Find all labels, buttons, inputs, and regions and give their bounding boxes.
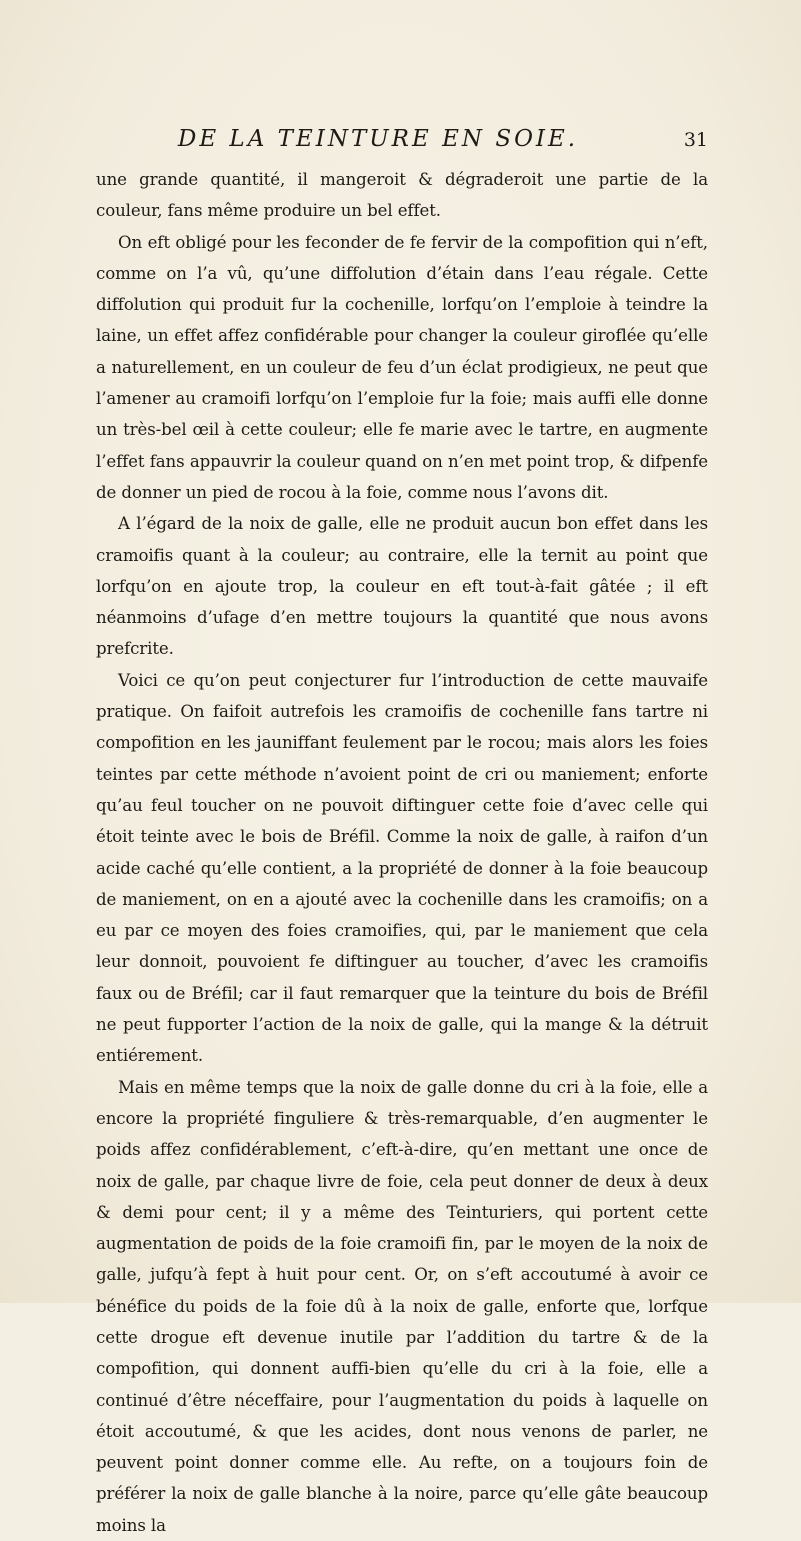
page-number: 31 xyxy=(683,129,708,151)
paragraph-composition: On eft obligé pour les feconder de fe fervir de la compofition qui n’eft, comme on l’a vû, qu’une diffolution d’étain dans l’eau régale. Cette diffolution qui produit fur la cochenille, lorfqu’on l’emploie à teindre la laine, un effet affez confidérable pour changer la couleur giroflée qu’elle a naturellement, en un couleur de feu d’un éclat prodigieux, ne peut que l’amener au cramoifi lorfqu’on l’emploie fur la foie; mais auffi elle donne un très-bel œil à cette couleur; elle fe marie avec le tartre, en augmente l’effet fans appauvrir la couleur quand on n’en met point trop, & difpenfe de donner un pied de rocou à la foie, comme nous l’avons dit. xyxy=(96,232,708,502)
page-header xyxy=(96,126,708,160)
paragraph-continuation: une grande quantité, il mangeroit & dégraderoit une partie de la couleur, fans même produire un bel effet. xyxy=(96,170,708,221)
body-text xyxy=(96,164,708,1541)
paragraph-poids: Mais en même temps que la noix de galle donne du cri à la foie, elle a encore la propriété finguliere & très-remarquable, d’en augmenter le poids affez confidérablement, c’eft-à-dire, qu’en mettant une once de noix de galle, par chaque livre de foie, cela peut donner de deux à deux & demi pour cent; il y a même des Teinturiers, qui portent cette augmentation de poids de la foie cramoifi fin, par le moyen de la noix de galle, jufqu’à fept à huit pour cent. Or, on s’eft accoutumé à avoir ce bénéfice du poids de la foie dû à la noix de galle, enforte que, lorfque cette drogue eft devenue inutile par l’addition du tartre & de la compofition, qui donnent auffi-bien qu’elle du cri à la foie, elle a continué d’être néceffaire, pour l’augmentation du poids à laquelle on étoit accoutumé, & que les acides, dont nous venons de parler, ne peuvent point donner comme elle. Au refte, on a toujours foin de préférer la noix de galle blanche à la noire, parce qu’elle gâte beaucoup moins la xyxy=(96,1077,708,1535)
paragraph-noix-de-galle: A l’égard de la noix de galle, elle ne produit aucun bon effet dans les cramoifis quant à la couleur; au contraire, elle la ternit au point que lorfqu’on en ajoute trop, la couleur en eft tout-à-fait gâtée ; il eft néanmoins d’ufage d’en mettre toujours la quantité que nous avons prefcrite. xyxy=(96,514,708,659)
running-head: DE LA TEINTURE EN SOIE. xyxy=(177,126,579,152)
paragraph-introduction: Voici ce qu’on peut conjecturer fur l’introduction de cette mauvaife pratique. On faifoit autrefois les cramoifis de cochenille fans tartre ni compofition en les jauniffant feulement par le rocou; mais alors les foies teintes par cette méthode n’avoient point de cri ou maniement; enforte qu’au feul toucher on ne pouvoit diftinguer cette foie d’avec celle qui étoit teinte avec le bois de Bréfil. Comme la noix de galle, à raifon d’un acide caché qu’elle contient, a la propriété de donner à la foie beaucoup de maniement, on en a ajouté avec la cochenille dans les cramoifis; on a eu par ce moyen des foies cramoifies, qui, par le maniement que cela leur donnoit, pouvoient fe diftinguer au toucher, d’avec les cramoifis faux ou de Bréfil; car il faut remarquer que la teinture du bois de Bréfil ne peut fupporter l’action de la noix de galle, qui la mange & la détruit entiérement. xyxy=(96,670,708,1066)
